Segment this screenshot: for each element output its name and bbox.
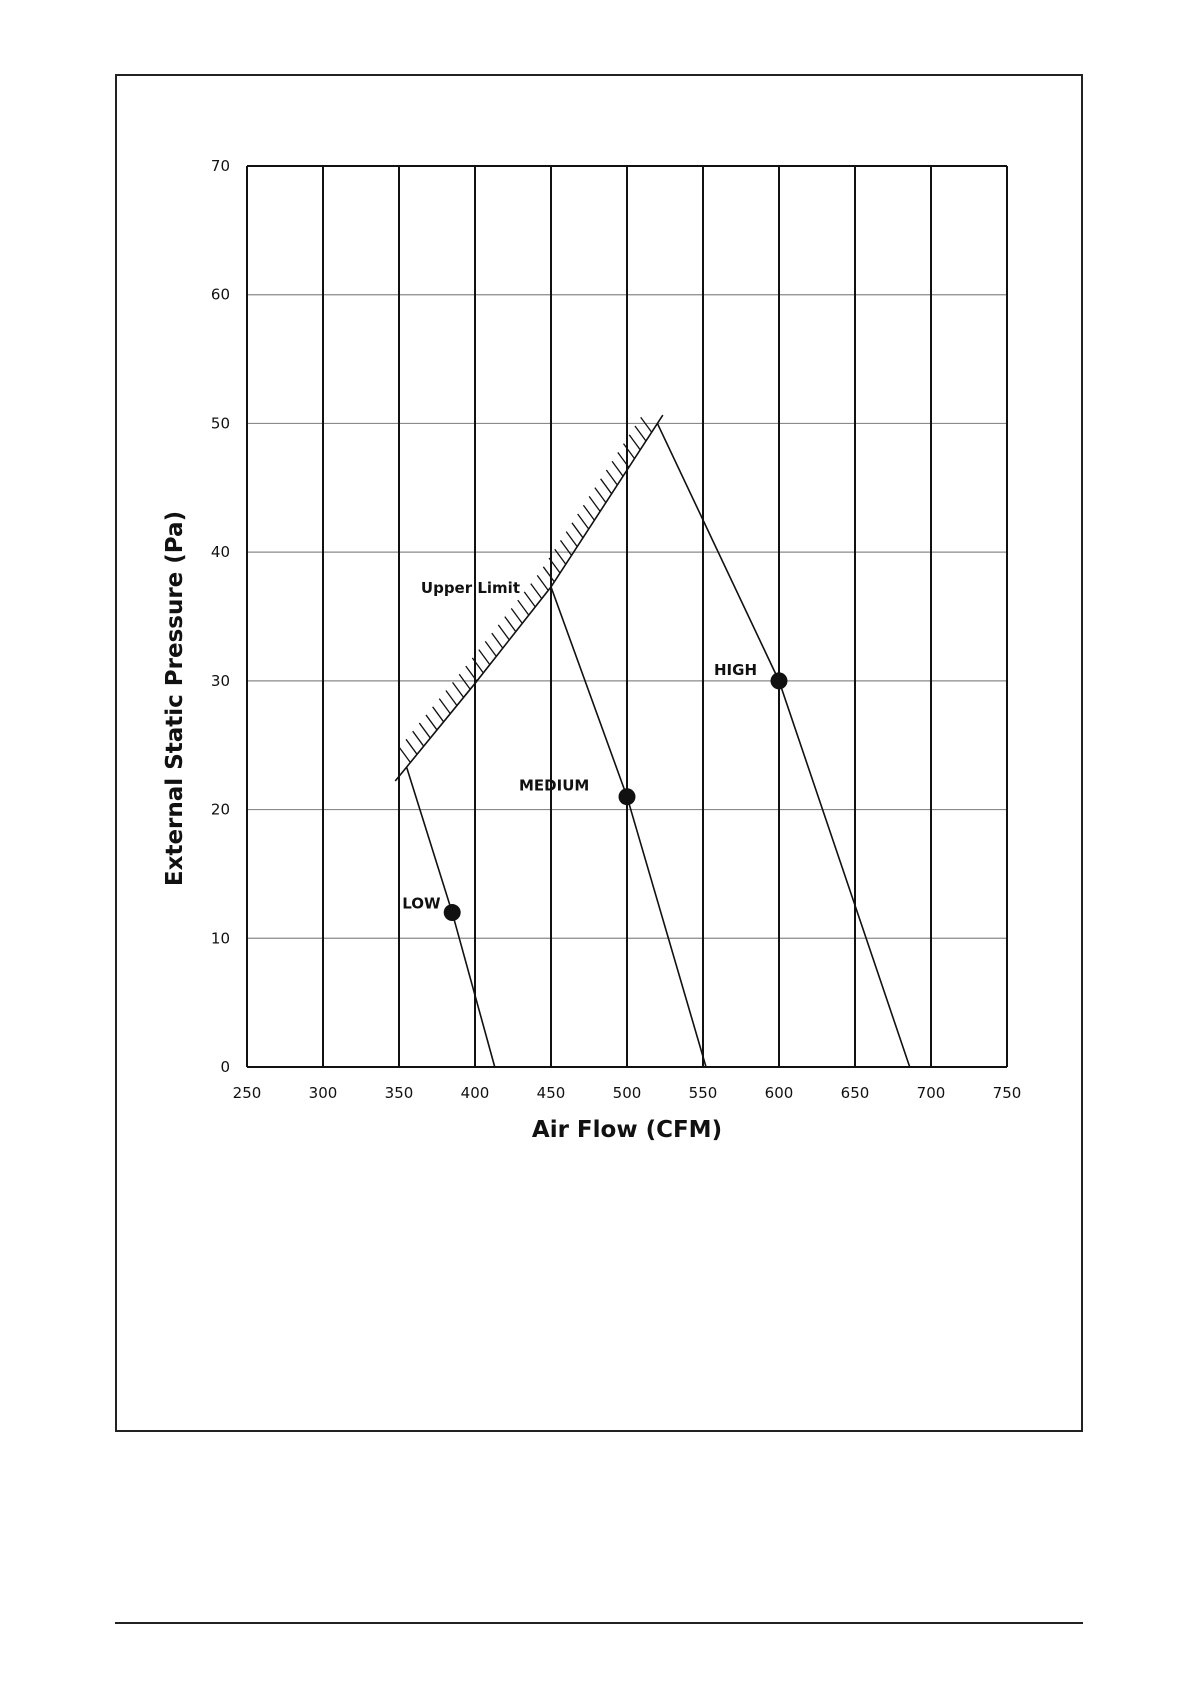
x-axis-title: Air Flow (CFM)	[531, 1117, 723, 1143]
fan-curves	[407, 423, 910, 1067]
upper-limit-extension	[395, 767, 406, 781]
y-tick-labels	[211, 157, 230, 1076]
hatch-mark	[560, 540, 571, 555]
hatch-mark	[589, 496, 600, 511]
hatch-mark	[446, 691, 457, 706]
hatch-mark	[601, 479, 612, 494]
y-tick-label: 0	[220, 1058, 230, 1076]
hatch-mark	[459, 674, 470, 689]
point-label-medium: MEDIUM	[519, 776, 590, 795]
x-tick-label: 750	[992, 1084, 1022, 1102]
curve-high	[657, 423, 909, 1067]
x-tick-label: 300	[308, 1084, 338, 1102]
upper-limit-label: Upper Limit	[420, 578, 520, 597]
y-tick-label: 10	[210, 929, 230, 948]
hatch-mark	[511, 608, 522, 623]
x-tick-label: 250	[232, 1084, 262, 1102]
hatch-mark	[426, 715, 437, 730]
hatch-mark	[531, 584, 542, 599]
operating-point-high	[771, 672, 788, 689]
hatch-mark	[635, 426, 646, 441]
x-tick-label: 650	[840, 1084, 870, 1102]
y-axis-title: External Static Pressure (Pa)	[162, 510, 188, 887]
hatch-mark	[566, 532, 577, 547]
hatch-mark	[555, 549, 566, 564]
hatch-mark	[543, 567, 554, 582]
upper-limit-extension	[657, 415, 662, 423]
x-tick-label: 450	[536, 1084, 566, 1102]
hatch-mark	[399, 747, 410, 762]
hatch-mark	[612, 461, 623, 476]
hatch-mark	[578, 514, 589, 529]
x-tick-labels	[233, 1084, 1022, 1102]
hatch-mark	[595, 488, 606, 503]
hatch-mark	[439, 699, 450, 714]
point-label-low: LOW	[402, 894, 441, 913]
hatch-mark	[413, 731, 424, 746]
hatch-mark	[537, 575, 548, 590]
y-tick-label: 70	[210, 157, 230, 175]
hatch-mark	[472, 658, 483, 673]
x-tick-label: 350	[384, 1084, 414, 1102]
hatch-mark	[524, 592, 535, 607]
hatch-mark	[406, 739, 417, 754]
y-tick-label: 20	[210, 800, 230, 819]
point-label-high: HIGH	[714, 660, 758, 679]
hatch-mark	[479, 650, 490, 665]
x-tick-label: 600	[764, 1084, 794, 1102]
hatch-mark	[485, 641, 496, 656]
footer-rule	[115, 1622, 1083, 1624]
x-tick-label: 500	[612, 1084, 642, 1102]
hatch-mark	[433, 707, 444, 722]
hatch-mark	[629, 435, 640, 450]
hatch-mark	[518, 600, 529, 615]
hatch-mark	[572, 523, 583, 538]
upper-limit-hatching	[395, 415, 663, 781]
hatch-mark	[453, 682, 464, 697]
y-tick-label: 30	[210, 671, 230, 690]
hatch-mark	[641, 417, 652, 432]
hatch-mark	[492, 633, 503, 648]
operating-point-low	[444, 904, 461, 921]
operating-point-medium	[619, 788, 636, 805]
y-tick-label: 50	[210, 414, 230, 433]
hatch-mark	[606, 470, 617, 485]
hatch-mark	[505, 617, 516, 632]
hatch-mark	[624, 444, 635, 459]
operating-points	[444, 672, 788, 921]
hatch-mark	[583, 505, 594, 520]
hatch-mark	[419, 723, 430, 738]
hatch-mark	[498, 625, 509, 640]
curve-medium	[551, 587, 706, 1067]
y-tick-label: 60	[210, 285, 230, 304]
x-tick-label: 400	[460, 1084, 490, 1102]
y-tick-label: 40	[210, 543, 230, 562]
x-tick-label: 550	[688, 1084, 718, 1102]
vertical-gridlines	[247, 166, 1007, 1067]
x-tick-label: 700	[916, 1084, 946, 1102]
